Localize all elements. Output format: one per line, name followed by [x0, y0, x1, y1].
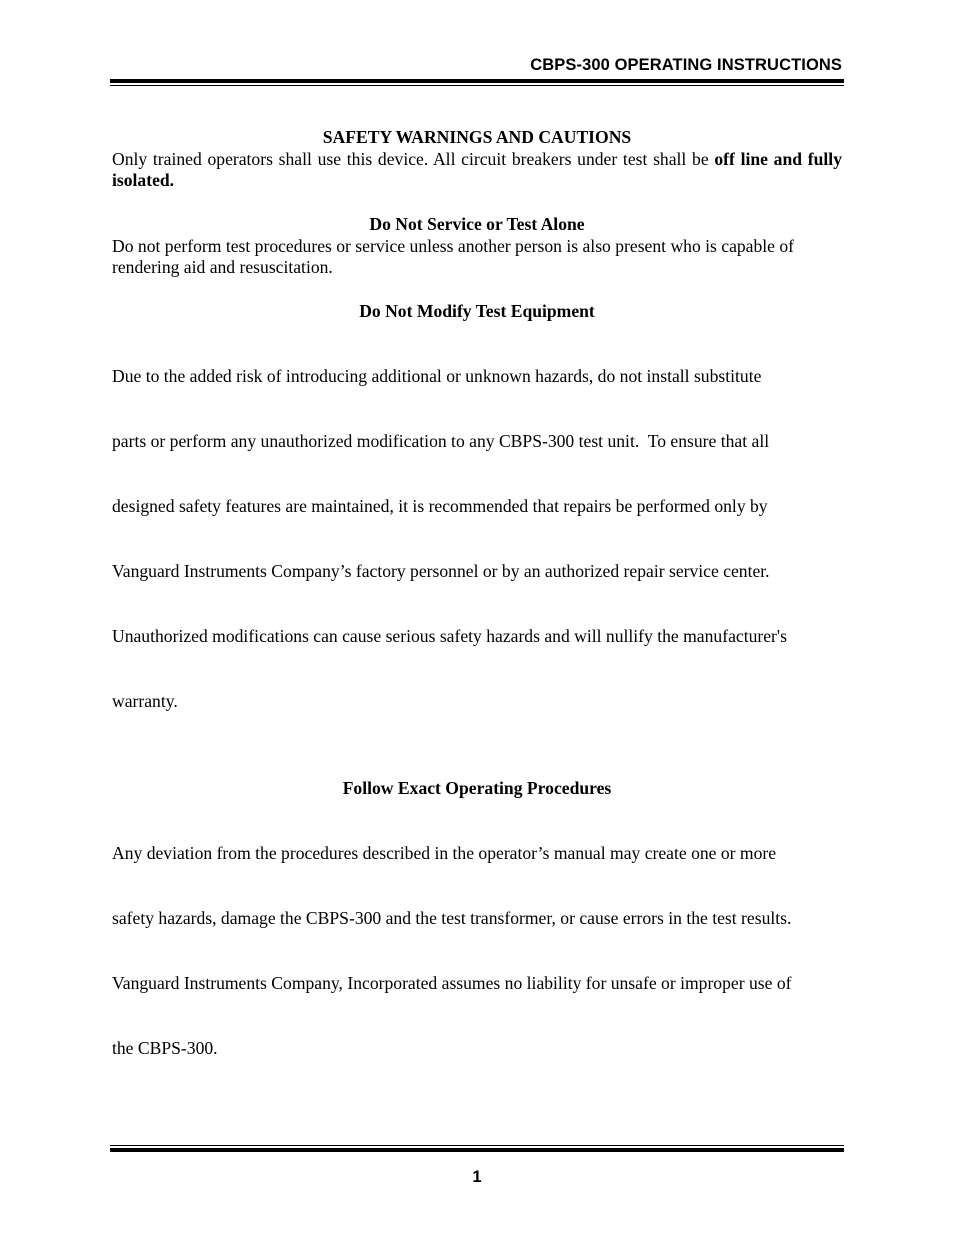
footer-rule [110, 1145, 844, 1152]
paragraph-bold-text: off line and fully isolated. [112, 148, 842, 191]
section-paragraph [112, 322, 842, 756]
section-heading: Do Not Modify Test Equipment [359, 300, 595, 321]
paragraph-text: Only trained operators shall use this device. All circuit breakers under test shall be [112, 148, 715, 169]
paragraph-line: Vanguard Instruments Company, Incorporated assumes no liability for unsafe or improper use of [112, 973, 792, 994]
section-paragraph: Do not perform test procedures or service unless another person is also present who is capable of rendering aid and resuscitation. [112, 235, 795, 278]
section-do-not-modify [112, 301, 842, 757]
page-number: 1 [472, 1168, 482, 1186]
paragraph-line: safety hazards, damage the CBPS-300 and the test transformer, or cause errors in the test results. [112, 908, 792, 929]
section-heading: Do Not Service or Test Alone [369, 213, 585, 234]
document-body [112, 127, 842, 1125]
paragraph-line: Vanguard Instruments Company’s factory personnel or by an authorized repair service center. [112, 561, 770, 582]
section-follow-procedures [112, 778, 842, 1104]
section-heading: SAFETY WARNINGS AND CAUTIONS [322, 127, 632, 147]
paragraph-line: the CBPS-300. [112, 1038, 218, 1059]
paragraph-line: Any deviation from the procedures described in the operator’s manual may create one or more [112, 843, 777, 864]
paragraph-line: Unauthorized modifications can cause serious safety hazards and will nullify the manufacturer's [112, 626, 787, 647]
section-do-not-service-alone [112, 214, 842, 279]
section-paragraph [112, 149, 842, 192]
section-safety-warnings [112, 127, 842, 192]
header-title: CBPS-300 OPERATING INSTRUCTIONS [530, 56, 842, 74]
header-rule [110, 79, 844, 86]
section-paragraph [112, 800, 842, 1104]
paragraph-line: Due to the added risk of introducing additional or unknown hazards, do not install substitute [112, 365, 762, 386]
paragraph-line: warranty. [112, 691, 178, 712]
paragraph-line: parts or perform any unauthorized modification to any CBPS-300 test unit. To ensure that all [112, 430, 770, 451]
paragraph-line: designed safety features are maintained, it is recommended that repairs be performed only by [112, 495, 768, 516]
section-heading: Follow Exact Operating Procedures [342, 778, 612, 799]
